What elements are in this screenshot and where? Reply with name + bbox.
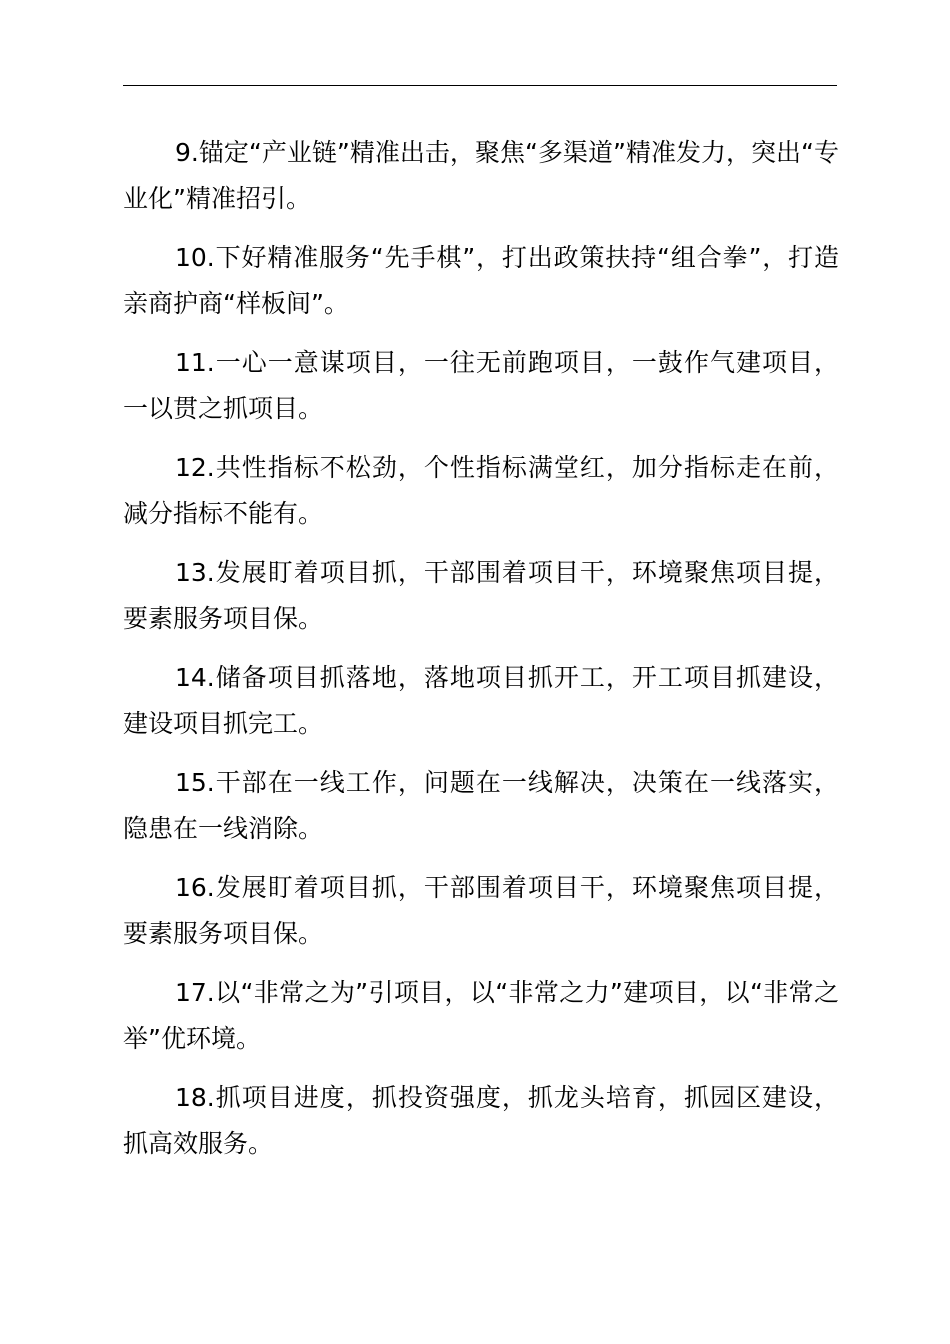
- paragraph-18: 18.抓项目进度，抓投资强度，抓龙头培育，抓园区建设，抓高效服务。: [123, 1083, 839, 1158]
- paragraph-13: 13.发展盯着项目抓，干部围着项目干，环境聚焦项目提，要素服务项目保。: [123, 558, 839, 633]
- header-divider: [123, 85, 837, 86]
- paragraph-14: 14.储备项目抓落地，落地项目抓开工，开工项目抓建设，建设项目抓完工。: [123, 663, 839, 738]
- paragraph-12: 12.共性指标不松劲，个性指标满堂红，加分指标走在前，减分指标不能有。: [123, 453, 839, 528]
- paragraph-15: 15.干部在一线工作，问题在一线解决，决策在一线落实，隐患在一线消除。: [123, 768, 839, 843]
- paragraph-11: 11.一心一意谋项目，一往无前跑项目，一鼓作气建项目，一以贯之抓项目。: [123, 348, 839, 423]
- paragraph-10: 10.下好精准服务“先手棋”，打出政策扶持“组合拳”，打造亲商护商“样板间”。: [123, 243, 839, 318]
- paragraph-17: 17.以“非常之为”引项目，以“非常之力”建项目，以“非常之举”优环境。: [123, 978, 839, 1053]
- paragraph-9: 9.锚定“产业链”精准出击，聚焦“多渠道”精准发力，突出“专业化”精准招引。: [123, 138, 839, 213]
- document-body: [123, 130, 839, 1180]
- paragraph-16: 16.发展盯着项目抓，干部围着项目干，环境聚焦项目提，要素服务项目保。: [123, 873, 839, 948]
